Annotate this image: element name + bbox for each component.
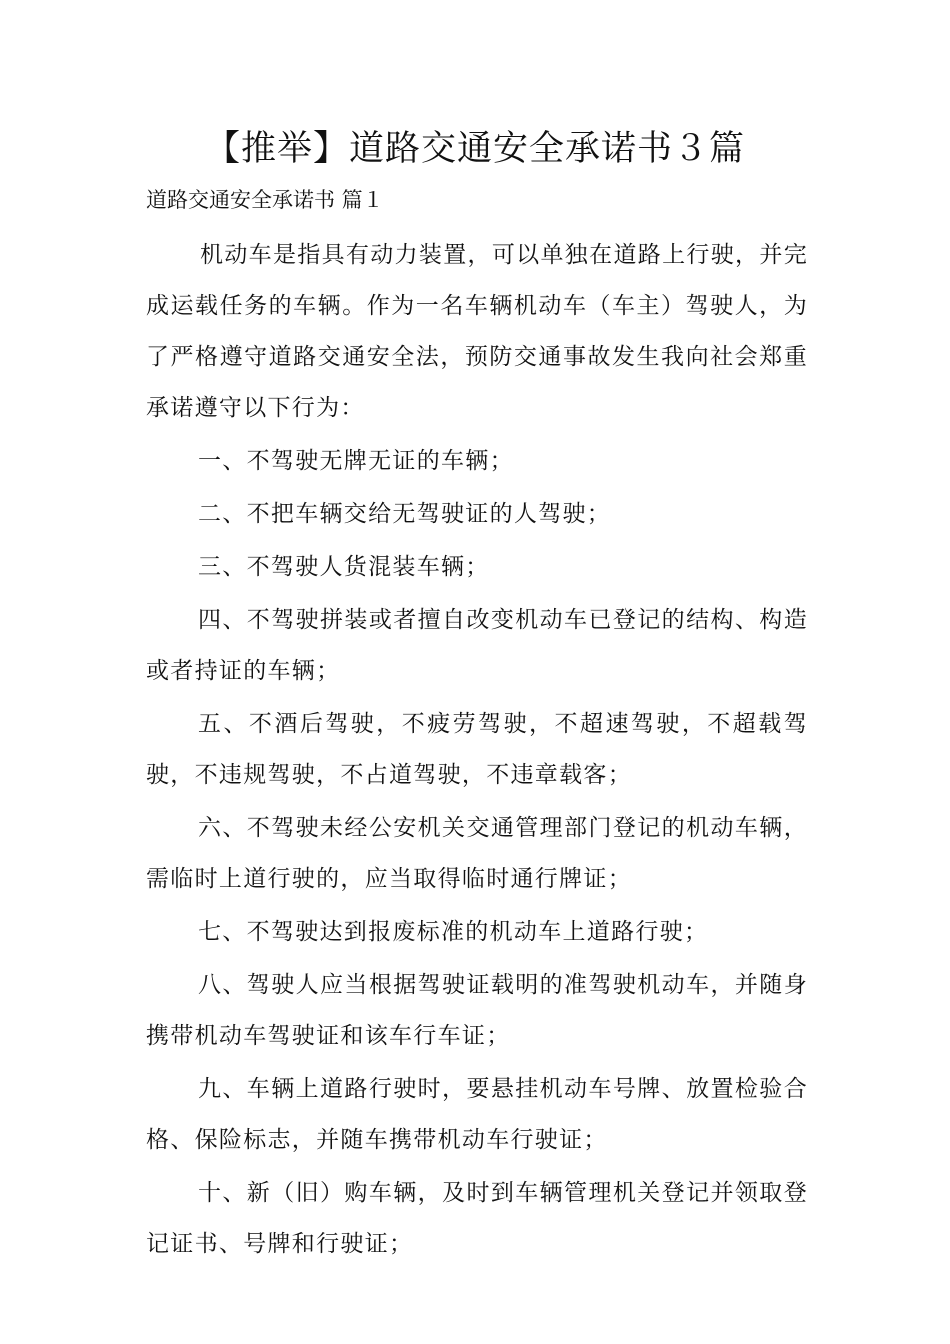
pledge-item-6: 六、不驾驶未经公安机关交通管理部门登记的机动车辆，需临时上道行驶的，应当取得临时通行牌证； [146,815,808,892]
pledge-item-4: 四、不驾驶拼装或者擅自改变机动车已登记的结构、构造或者持证的车辆； [146,607,808,684]
pledge-item-1: 一、不驾驶无牌无证的车辆； [198,448,514,474]
document-title: 【推举】道路交通安全承诺书３篇 [204,129,745,169]
pledge-item-5: 五、不酒后驾驶，不疲劳驾驶，不超速驾驶，不超载驾驶，不违规驾驶，不占道驾驶，不违章载客； [146,711,808,788]
pledge-item-2: 二、不把车辆交给无驾驶证的人驾驶； [198,501,612,527]
pledge-item-7: 七、不驾驶达到报废标准的机动车上道路行驶； [198,919,709,945]
pledge-item-8: 八、驾驶人应当根据驾驶证载明的准驾驶机动车，并随身携带机动车驾驶证和该车行车证； [146,972,808,1049]
document-body [146,230,808,1272]
pledge-item-3: 三、不驾驶人货混装车辆； [198,554,490,580]
intro-paragraph: 机动车是指具有动力装置，可以单独在道路上行驶，并完成运载任务的车辆。作为一名车辆机动车（车主）驾驶人，为了严格遵守道路交通安全法，预防交通事故发生我向社会郑重承诺遵守以下行为： [146,242,808,421]
pledge-item-10: 十、新（旧）购车辆，及时到车辆管理机关登记并领取登记证书、号牌和行驶证； [146,1180,808,1257]
pledge-item-9: 九、车辆上道路行驶时，要悬挂机动车号牌、放置检验合格、保险标志，并随车携带机动车行驶证； [146,1076,808,1153]
section-heading: 道路交通安全承诺书 篇１ [146,188,384,212]
